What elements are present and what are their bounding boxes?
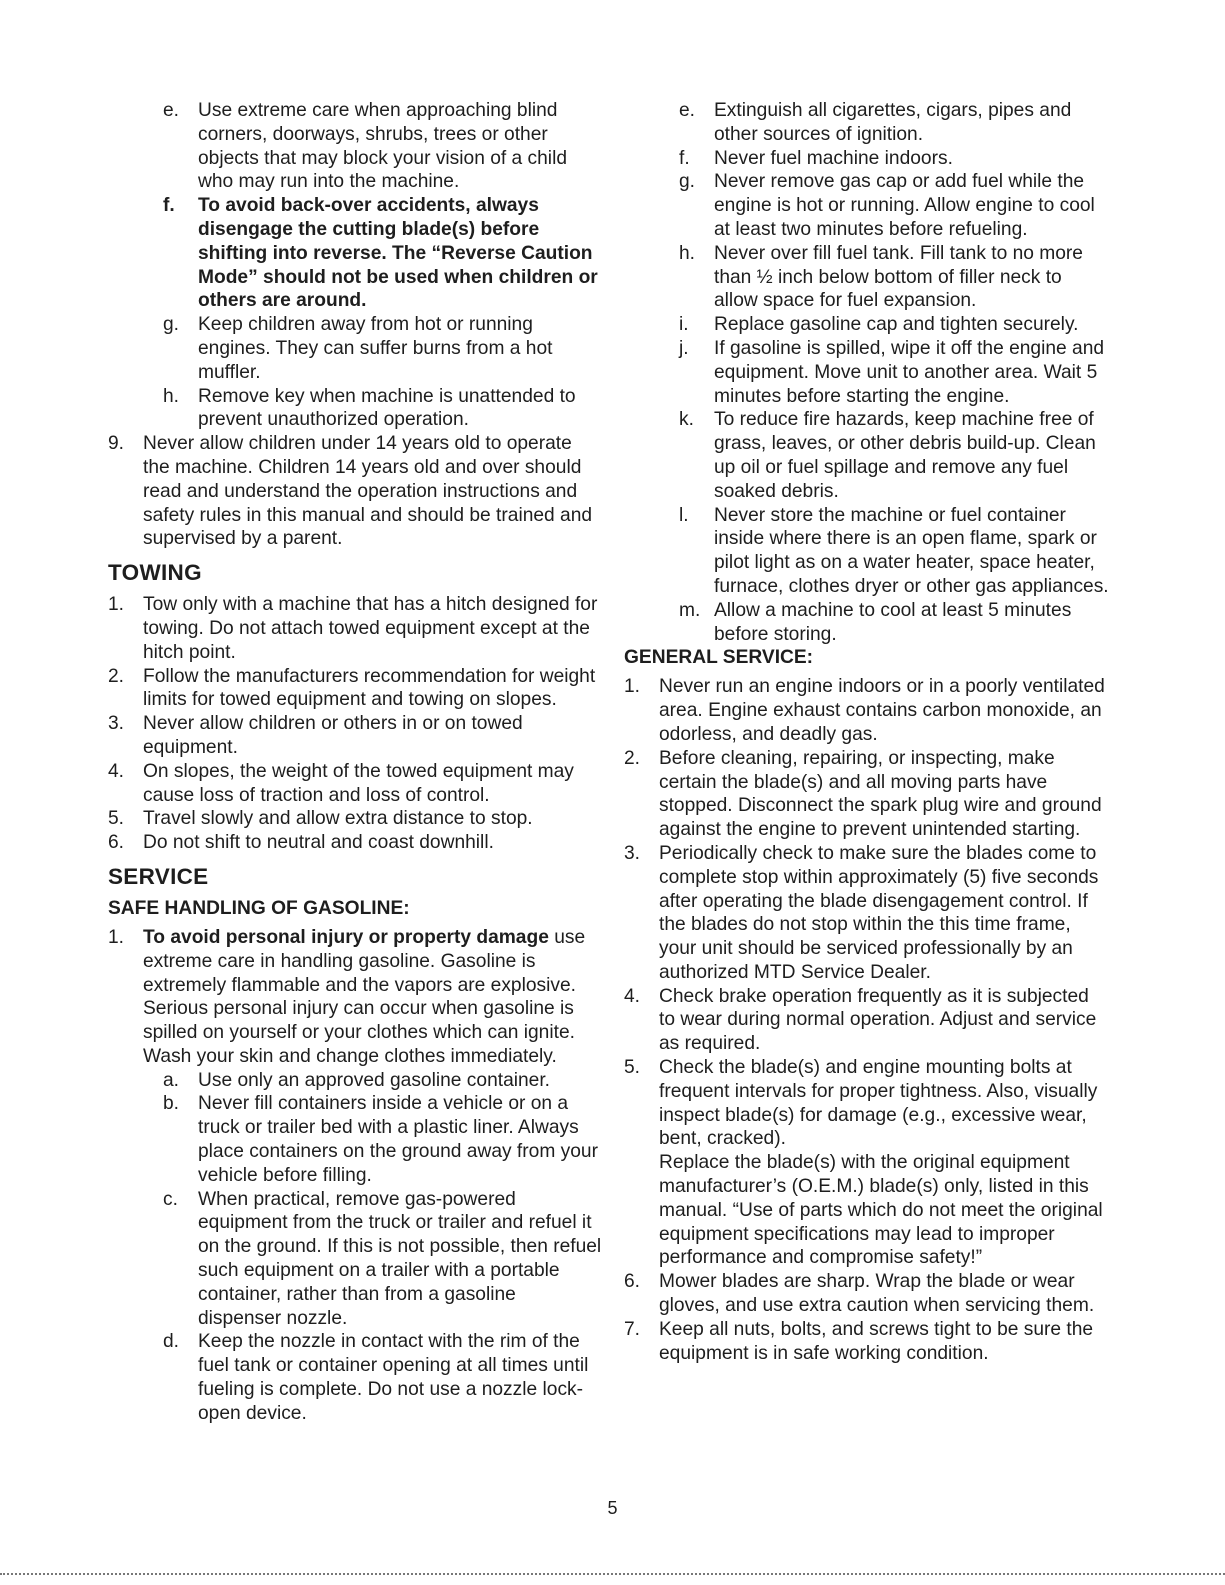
item-text: Never store the machine or fuel container inside where there is an open flame, spark or pilot light as on a water heater, space heater, furnace, clothes dryer or other gas appliances. xyxy=(714,504,1109,597)
item-text: Check brake operation frequently as it is subjected to wear during normal operation. Adjust and service as required. xyxy=(659,985,1097,1055)
item-text: Never allow children or others in or on towed equipment. xyxy=(143,713,523,758)
list-item xyxy=(624,1318,1109,1366)
item-text: Tow only with a machine that has a hitch designed for towing. Do not attach towed equipment except at the hitch point. xyxy=(143,594,598,663)
list-item xyxy=(624,242,1109,313)
item-marker: l. xyxy=(679,504,689,526)
list-item xyxy=(108,313,603,384)
item-text: Never remove gas cap or add fuel while the engine is hot or running. Allow engine to cool at least two minutes before refueling. xyxy=(714,171,1095,240)
item-text: To avoid back-over accidents, always disengage the cutting blade(s) before shifting into reverse. The “Reverse Caution Mode” should not be used when children or others are around. xyxy=(198,195,598,312)
list-item xyxy=(624,985,1109,1056)
list-item xyxy=(624,170,1109,241)
item-text: Before cleaning, repairing, or inspecting, make certain the blade(s) and all moving parts have stopped. Disconnect the spark plug wire and ground against the engine to prevent unintended starting. xyxy=(659,747,1102,841)
item-text: Use only an approved gasoline container. xyxy=(198,1069,551,1091)
item-marker: j. xyxy=(679,337,689,359)
list-item xyxy=(624,675,1109,746)
item-text: Remove key when machine is unattended to prevent unauthorized operation. xyxy=(198,385,576,431)
item-marker: 1. xyxy=(108,926,125,948)
item-marker: i. xyxy=(679,314,689,336)
list-item xyxy=(624,504,1109,599)
item-marker: d. xyxy=(163,1331,180,1353)
list-item xyxy=(624,408,1109,503)
item-marker: h. xyxy=(679,242,696,264)
list-item-warning xyxy=(108,194,603,313)
item-text: Never run an engine indoors or in a poorly ventilated area. Engine exhaust contains carbon monoxide, an odorless, and deadly gas. xyxy=(659,676,1105,745)
list-item xyxy=(108,665,603,713)
item-marker: 6. xyxy=(108,832,125,854)
item-text: If gasoline is spilled, wipe it off the engine and equipment. Move unit to another area. Wait 5 minutes before starting the engine. xyxy=(714,337,1105,407)
item-text: Never fuel machine indoors. xyxy=(714,147,953,169)
item-marker: 4. xyxy=(108,760,125,782)
item-text: Never fill containers inside a vehicle or on a truck or trailer bed with a plastic liner. Always place containers on the ground away from your vehicle before filling. xyxy=(198,1093,598,1186)
item-marker: b. xyxy=(163,1093,180,1115)
item-marker: 6. xyxy=(624,1271,641,1293)
item-marker: 4. xyxy=(624,985,641,1007)
list-item xyxy=(108,1092,603,1187)
item-marker: 5. xyxy=(624,1057,641,1079)
list-item xyxy=(624,337,1109,408)
list-item xyxy=(108,1188,603,1331)
item-marker: 5. xyxy=(108,808,125,830)
item-marker: g. xyxy=(679,171,696,193)
item-marker: e. xyxy=(163,100,180,121)
item-text: When practical, remove gas-powered equipment from the truck or trailer and refuel it on the ground. If this is not possible, then refuel such equipment on a trailer with a portable container, rather than from a gasoline dispenser nozzle. xyxy=(198,1188,602,1329)
item-text: Never allow children under 14 years old to operate the machine. Children 14 years old and over should read and understand the operation instructions and safety rules in this manual and should be trained and supervised by a parent. xyxy=(143,433,593,550)
list-item xyxy=(108,432,603,551)
item-text: Keep all nuts, bolts, and screws tight to be sure the equipment is in safe working condition. xyxy=(659,1318,1094,1364)
item-text: Check the blade(s) and engine mounting bolts at frequent intervals for proper tightness. Also, visually inspect blade(s) for damage (e.g., excessive wear, bent, cracked). xyxy=(659,1057,1098,1150)
item-marker: 2. xyxy=(624,747,641,769)
item-text: Extinguish all cigarettes, cigars, pipes and other sources of ignition. xyxy=(714,100,1072,145)
list-item xyxy=(108,760,603,808)
item-text: Follow the manufacturers recommendation for weight limits for towed equipment and towing on slopes. xyxy=(143,665,596,711)
item-text: To reduce fire hazards, keep machine free of grass, leaves, or other debris build-up. Clean up oil or fuel spillage and remove any fuel soaked debris. xyxy=(714,409,1096,502)
item-marker: h. xyxy=(163,385,180,407)
item-marker: 3. xyxy=(624,842,641,864)
item-marker: 1. xyxy=(624,676,641,698)
item-marker: k. xyxy=(679,409,694,431)
list-item xyxy=(108,99,603,194)
list-item xyxy=(624,147,1109,171)
list-item xyxy=(108,807,603,831)
item-text: Mower blades are sharp. Wrap the blade or wear gloves, and use extra caution when servicing them. xyxy=(659,1271,1095,1317)
item-marker: 9. xyxy=(108,433,125,455)
item-text: Replace gasoline cap and tighten securely. xyxy=(714,314,1079,336)
section-heading-towing: TOWING xyxy=(108,560,202,586)
item-text: Use extreme care when approaching blind corners, doorways, shrubs, trees or other objects that may block your vision of a child who may run into the machine. xyxy=(198,100,568,193)
item-marker: 3. xyxy=(108,713,125,735)
list-item xyxy=(624,313,1109,337)
item-marker: c. xyxy=(163,1188,178,1210)
item-marker: g. xyxy=(163,314,180,336)
item-marker: a. xyxy=(163,1069,180,1091)
list-item xyxy=(108,926,603,1069)
subheading-general-service: GENERAL SERVICE: xyxy=(624,647,814,669)
subheading-gasoline: SAFE HANDLING OF GASOLINE: xyxy=(108,897,410,919)
item-marker: m. xyxy=(679,599,701,621)
item-text: Travel slowly and allow extra distance to stop. xyxy=(143,808,533,830)
item-marker: f. xyxy=(679,147,690,169)
item-marker: 2. xyxy=(108,665,125,687)
item-text: Allow a machine to cool at least 5 minutes before storing. xyxy=(714,599,1072,645)
list-item xyxy=(624,1056,1109,1151)
section-heading-service: SERVICE xyxy=(108,863,209,889)
item-text: use extreme care in handling gasoline. Gasoline is extremely flammable and the vapors are explosive. Serious personal injury can occur when gasoline is spilled on yourself or your clothes which can ignite. Wash your skin and change clothes immediately. xyxy=(143,926,586,1067)
list-item xyxy=(624,842,1109,985)
item-text: Periodically check to make sure the blades come to complete stop within approximately (5) five seconds after operating the blade disengagement control. If the blades do not stop within the this time frame, your unit should be serviced professionally by an authorized MTD Service Dealer. xyxy=(659,842,1099,983)
right-column xyxy=(624,99,1109,1365)
list-item xyxy=(108,1330,603,1425)
item-text: Keep the nozzle in contact with the rim of the fuel tank or container opening at all times until fueling is complete. Do not use a nozzle lock-open device. xyxy=(198,1331,589,1424)
list-item xyxy=(108,831,603,855)
item-marker: 1. xyxy=(108,594,125,616)
list-item xyxy=(108,385,603,433)
list-item xyxy=(624,1270,1109,1318)
list-item xyxy=(624,747,1109,842)
list-item-continuation xyxy=(624,1151,1109,1270)
item-marker: f. xyxy=(163,195,175,217)
list-item xyxy=(624,99,1109,147)
list-item xyxy=(108,1069,603,1093)
item-text: Keep children away from hot or running engines. They can suffer burns from a hot muffler. xyxy=(198,314,553,383)
item-marker: e. xyxy=(679,100,696,121)
item-text: On slopes, the weight of the towed equipment may cause loss of traction and loss of control. xyxy=(143,760,574,806)
list-item xyxy=(624,599,1109,647)
page-bottom-edge xyxy=(0,1573,1225,1585)
list-item xyxy=(108,593,603,664)
item-lead-text: To avoid personal injury or property damage xyxy=(143,926,549,948)
item-text: Never over fill fuel tank. Fill tank to no more than ½ inch below bottom of filler neck to allow space for fuel expansion. xyxy=(714,242,1083,312)
page-number: 5 xyxy=(607,1498,618,1518)
item-text: Do not shift to neutral and coast downhill. xyxy=(143,832,494,854)
list-item xyxy=(108,712,603,760)
left-column xyxy=(108,99,603,1426)
item-marker: 7. xyxy=(624,1318,641,1340)
item-text: Replace the blade(s) with the original equipment manufacturer’s (O.E.M.) blade(s) only, listed in this manual. “Use of parts which do not meet the original equipment specifications may lead to improper performance and compromise safety!” xyxy=(659,1152,1103,1269)
